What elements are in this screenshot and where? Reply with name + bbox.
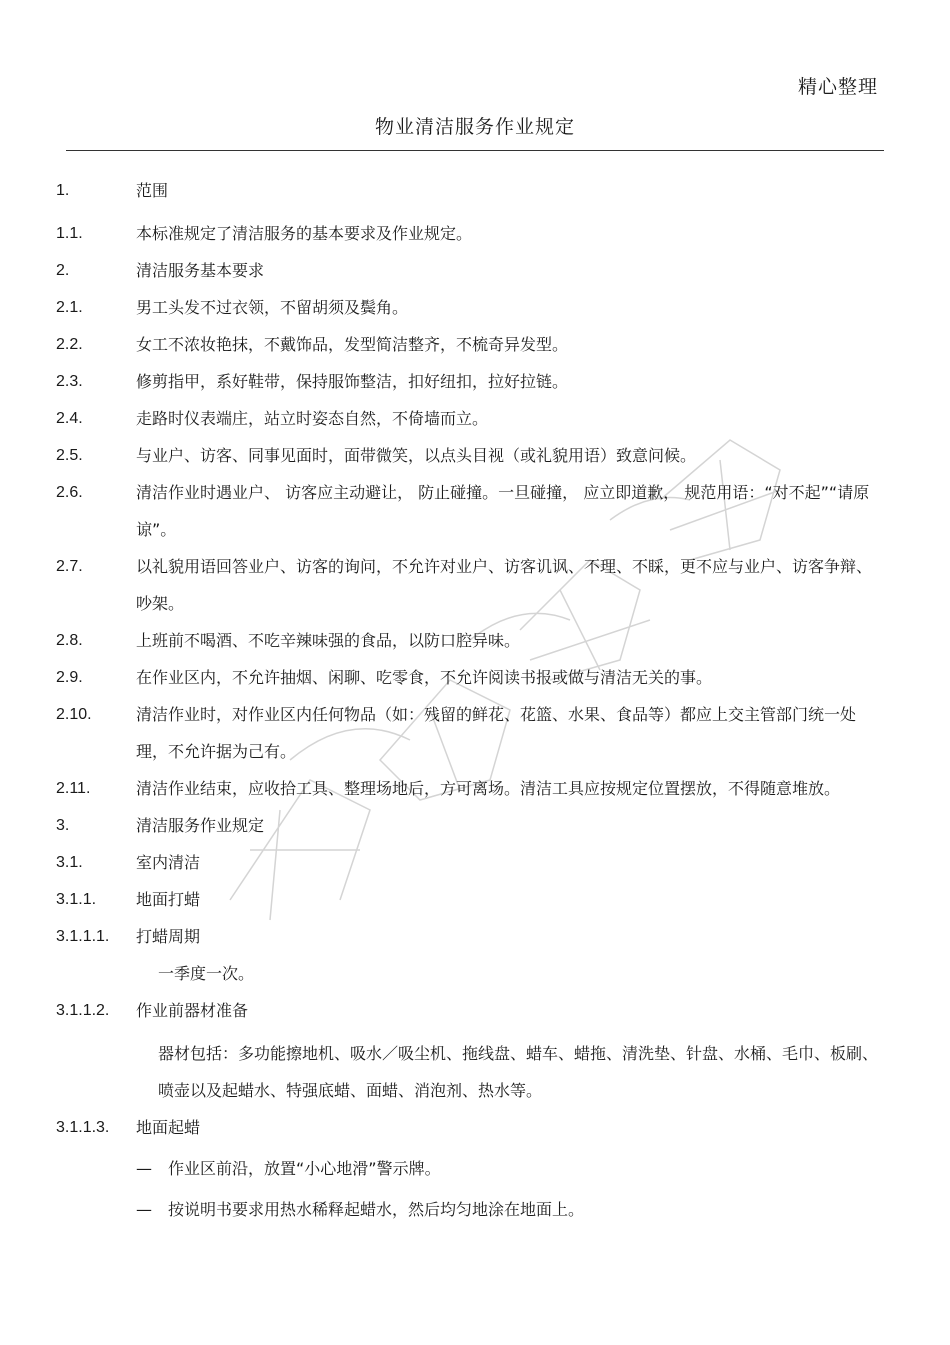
section-row: [56, 659, 886, 696]
section-text: 清洁作业结束，应收拾工具、整理场地后，方可离场。清洁工具应按规定位置摆放，不得随意堆放。: [136, 779, 841, 798]
section-row: [56, 807, 886, 844]
section-number: 2.2.: [56, 336, 83, 353]
section-number: 2.1.: [56, 299, 83, 316]
section-row: [56, 363, 886, 400]
section-text: 走路时仪表端庄，站立时姿态自然，不倚墙而立。: [136, 409, 489, 428]
section-number: 1.1.: [56, 225, 83, 242]
section-row: [56, 289, 886, 326]
dash-marker: —: [136, 1159, 152, 1178]
section-number: 2.4.: [56, 410, 83, 427]
section-row: [56, 548, 886, 622]
step-text: 作业区前沿，放置“小心地滑”警示牌。: [168, 1159, 441, 1178]
section-text: 地面起蜡: [136, 1118, 201, 1137]
section-row: [56, 474, 886, 548]
section-text: 女工不浓妆艳抹，不戴饰品，发型简洁整齐，不梳奇异发型。: [136, 335, 569, 354]
section-text: 清洁作业时，对作业区内任何物品（如：残留的鲜花、花篮、水果、食品等）都应上交主管部门统一处理，不允许据为己有。: [136, 705, 857, 761]
section-number: 3.: [56, 817, 70, 834]
step-item: [56, 1150, 886, 1187]
section-text: 在作业区内，不允许抽烟、闲聊、吃零食，不允许阅读书报或做与清洁无关的事。: [136, 668, 713, 687]
section-number: 2.6.: [56, 484, 83, 501]
section-row: [56, 881, 886, 918]
section-number: 3.1.1.1.: [56, 928, 110, 945]
section-row: [56, 622, 886, 659]
section-row: [56, 172, 886, 209]
section-row: [56, 400, 886, 437]
section-number: 3.1.: [56, 854, 83, 871]
section-number: 2.: [56, 262, 70, 279]
section-text: 上班前不喝酒、不吃辛辣味强的食品，以防口腔异味。: [136, 631, 521, 650]
section-row: [56, 770, 886, 807]
section-row: [56, 844, 886, 881]
title-divider: [66, 150, 884, 151]
page-title: 物业清洁服务作业规定: [374, 116, 575, 138]
section-text: 修剪指甲，系好鞋带，保持服饰整洁，扣好纽扣，拉好拉链。: [136, 372, 569, 391]
section-text: 本标准规定了清洁服务的基本要求及作业规定。: [136, 224, 473, 243]
equipment-text: 器材包括：多功能擦地机、吸水／吸尘机、拖线盘、蜡车、蜡拖、清洗垫、针盘、水桶、毛巾、板刷、喷壶以及起蜡水、特强底蜡、面蜡、消泡剂、热水等。: [158, 1044, 879, 1100]
section-text: 室内清洁: [136, 853, 201, 872]
document-body: [56, 172, 886, 1228]
section-text: 清洁服务基本要求: [136, 261, 265, 280]
section-row: [56, 918, 886, 955]
section-number: 2.11.: [56, 780, 91, 797]
section-text: 清洁作业时遇业户、 访客应主动避让， 防止碰撞。一旦碰撞， 应立即道歉， 规范用语：“对不起”“请原谅”。: [136, 483, 870, 539]
section-text: 男工头发不过衣领，不留胡须及鬓角。: [136, 298, 409, 317]
section-number: 2.7.: [56, 558, 83, 575]
dash-marker: —: [136, 1200, 152, 1219]
section-row: [56, 252, 886, 289]
period-text: 一季度一次。: [158, 964, 255, 983]
section-number: 2.3.: [56, 373, 83, 390]
section-text: 作业前器材准备: [136, 1001, 249, 1020]
section-row: [56, 437, 886, 474]
section-text: 以礼貌用语回答业户、访客的询问，不允许对业户、访客讥讽、不理、不睬，更不应与业户、访客争辩、吵架。: [136, 557, 873, 613]
section-number: 2.9.: [56, 669, 83, 686]
section-number: 2.10.: [56, 706, 92, 723]
section-number: 1.: [56, 182, 70, 199]
section-row: [56, 992, 886, 1029]
step-text: 按说明书要求用热水稀释起蜡水，然后均匀地涂在地面上。: [168, 1200, 585, 1219]
section-row: [56, 1109, 886, 1146]
section-text: 清洁服务作业规定: [136, 816, 265, 835]
section-row: [56, 696, 886, 770]
section-text: 打蜡周期: [136, 927, 201, 946]
section-text: 范围: [136, 181, 169, 200]
section-number: 3.1.1.: [56, 891, 97, 908]
section-number: 2.8.: [56, 632, 83, 649]
section-number: 3.1.1.3.: [56, 1119, 110, 1136]
section-text: 与业户、访客、同事见面时，面带微笑，以点头目视（或礼貌用语）致意问候。: [136, 446, 697, 465]
header-note: 精心整理: [797, 76, 878, 98]
step-item: [56, 1191, 886, 1228]
section-number: 2.5.: [56, 447, 83, 464]
section-row: [56, 326, 886, 363]
section-text: 地面打蜡: [136, 890, 201, 909]
section-row: [56, 215, 886, 252]
section-number: 3.1.1.2.: [56, 1002, 110, 1019]
